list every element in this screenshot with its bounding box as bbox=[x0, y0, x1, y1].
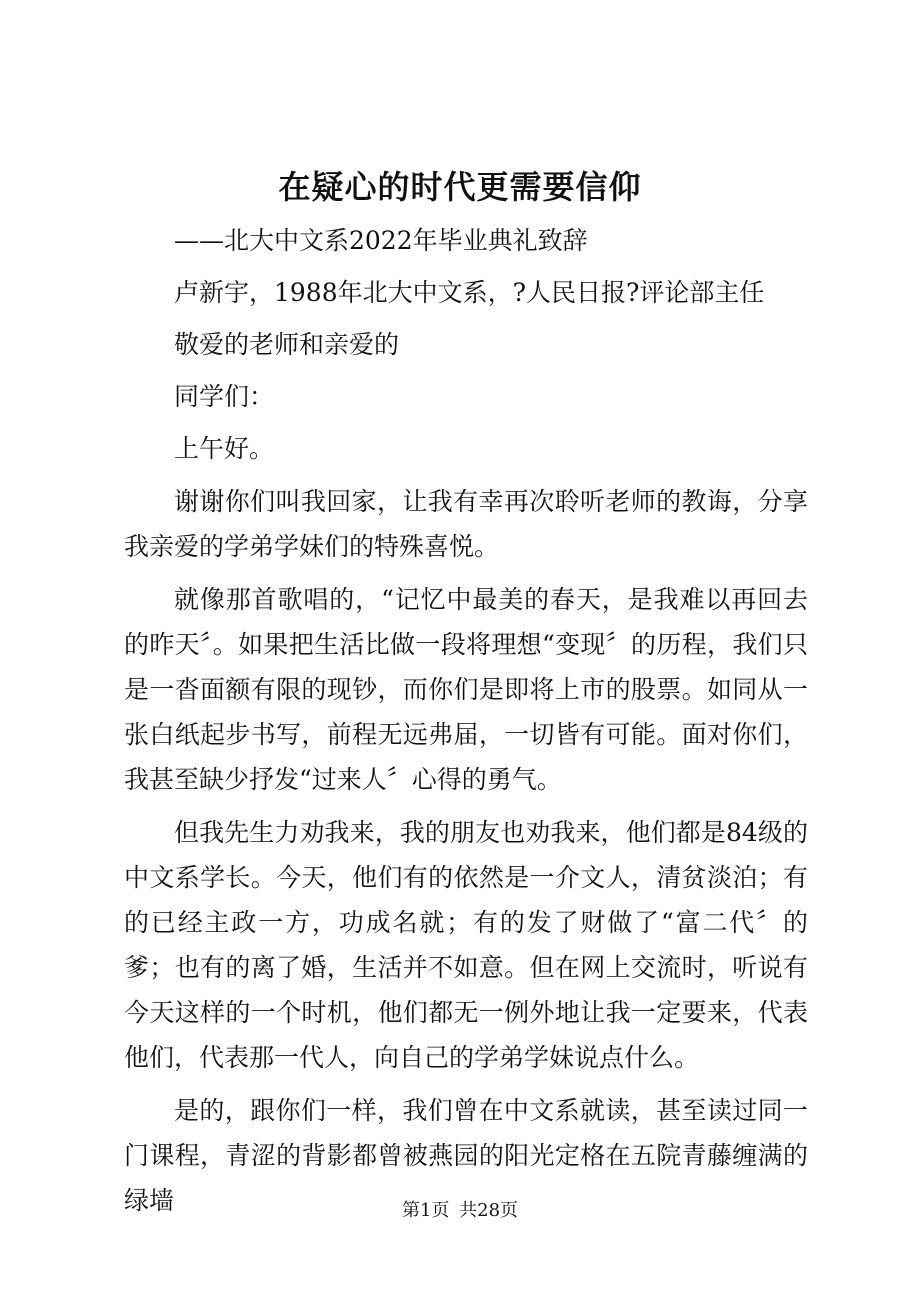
author-line: 卢新宇，1988年北大中文系，?人民日报?评论部主任 bbox=[174, 278, 765, 307]
page-number: 第1页 bbox=[401, 1200, 450, 1221]
paragraph: 谢谢你们叫我回家，让我有幸再次聆听老师的教诲，分享我亲爱的学弟学妹们的特殊喜悦。 bbox=[124, 487, 808, 561]
page-total: 共28页 bbox=[459, 1200, 519, 1221]
document-body bbox=[124, 219, 808, 1231]
paragraph: 是的，跟你们一样，我们曾在中文系就读，甚至读过同一门课程，青涩的背影都曾被燕园的阳光定格在五院青藤缠满的绿墙 bbox=[124, 1096, 808, 1215]
greeting-line-2: 同学们： bbox=[174, 382, 275, 411]
document-subtitle: ——北大中文系2022年毕业典礼致辞 bbox=[174, 226, 588, 255]
paragraph: 就像那首歌唱的，“记忆中最美的春天，是我难以再回去的昨天〞。如果把生活比做一段将理想“变现〞的历程，我们只是一沓面额有限的现钞，而你们是即将上市的股票。如同从一张白纸起步书写，前程无远弗届，一切皆有可能。面对你们，我甚至缺少抒发“过来人〞心得的勇气。 bbox=[124, 585, 808, 794]
paragraph: 但我先生力劝我来，我的朋友也劝我来，他们都是84级的中文系学长。今天，他们有的依然是一介文人，清贫淡泊；有的已经主政一方，功成名就；有的发了财做了“富二代〞的爹；也有的离了婚，生活并不如意。但在网上交流时，听说有今天这样的一个时机，他们都无一例外地让我一定要来，代表他们，代表那一代人，向自己的学弟学妹说点什么。 bbox=[124, 818, 808, 1072]
document-title: 在疑心的时代更需要信仰 bbox=[278, 168, 642, 206]
page-footer bbox=[0, 1198, 920, 1224]
greeting-line-3: 上午好。 bbox=[174, 434, 275, 463]
greeting-line-1: 敬爱的老师和亲爱的 bbox=[174, 330, 400, 359]
